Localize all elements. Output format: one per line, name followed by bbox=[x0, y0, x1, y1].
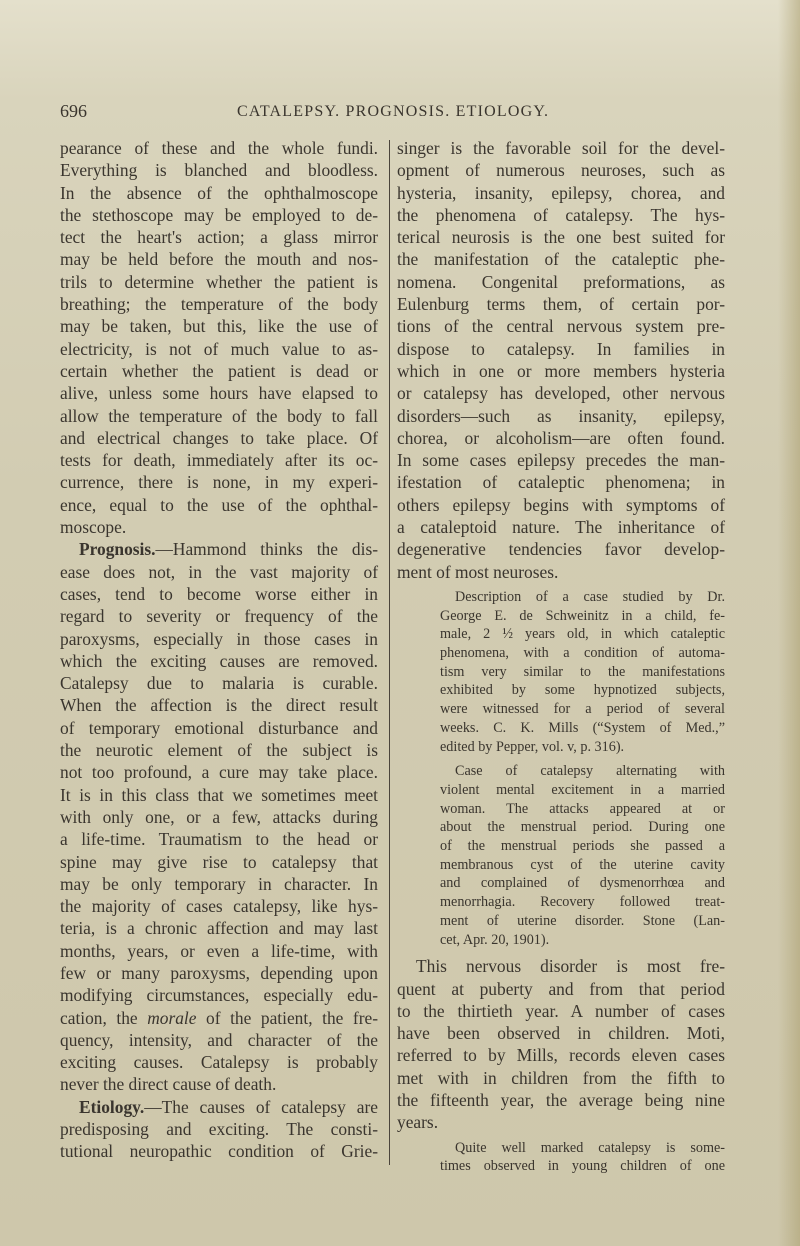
text-line: dispose to catalepsy. In families in bbox=[397, 338, 725, 359]
text-segment: cation, the bbox=[60, 1007, 148, 1028]
text-line: and electrical changes to take place. Of bbox=[60, 427, 378, 448]
text-line: spine may give rise to catalepsy that bbox=[60, 851, 378, 872]
text-line: electricity, is not of much value to as- bbox=[60, 338, 378, 359]
text-line: with only one, or a few, attacks during bbox=[60, 806, 378, 827]
text-line: others epilepsy begins with symptoms of bbox=[397, 494, 725, 515]
text-line: alive, unless some hours have elapsed to bbox=[60, 383, 378, 404]
text-line: moscope. bbox=[60, 517, 127, 538]
text-line: exciting causes. Catalepsy is probably bbox=[60, 1052, 378, 1073]
text-line: allow the temperature of the body to fall bbox=[60, 405, 378, 426]
text-line: ifestation of cataleptic phenomena; in bbox=[397, 472, 725, 493]
text-line: may be taken, but this, like the use of bbox=[60, 316, 378, 337]
text-line: exhibited by some hypnotized subjects, bbox=[440, 682, 725, 699]
text-line: the manifestation of the cataleptic phe- bbox=[397, 249, 725, 270]
text-segment: of the patient, the fre- bbox=[196, 1007, 379, 1028]
text-line: the neurotic element of the subject is bbox=[60, 740, 378, 761]
text-line: a life-time. Traumatism to the head or bbox=[60, 829, 378, 850]
text-line: paroxysms, especially in those cases in bbox=[60, 628, 378, 649]
body-paragraph bbox=[60, 137, 378, 538]
text-line: regard to severity or frequency of the bbox=[60, 606, 378, 627]
text-line bbox=[60, 1007, 378, 1029]
text-line: Case of catalepsy alternating with bbox=[455, 763, 725, 780]
column-divider bbox=[389, 140, 390, 1165]
text-line: quent at puberty and from that period bbox=[397, 978, 725, 999]
text-line: ment of uterine disorder. Stone (Lan- bbox=[440, 912, 725, 929]
text-line: may be held before the mouth and nos- bbox=[60, 249, 378, 270]
body-paragraph bbox=[397, 955, 725, 1133]
text-line: menorrhagia. Recovery followed treat- bbox=[440, 894, 725, 911]
text-line: tests for death, immediately after its oc- bbox=[60, 450, 378, 471]
text-line: tect the heart's action; a glass mirror bbox=[60, 227, 378, 248]
text-line: chorea, or alcoholism—are often found. bbox=[397, 427, 725, 448]
text-line: currence, there is none, in my experi- bbox=[60, 472, 378, 493]
text-line: cet, Apr. 20, 1901). bbox=[440, 931, 550, 948]
text-line: nomena. Congenital preformations, as bbox=[397, 271, 725, 292]
text-line: opment of numerous neuroses, such as bbox=[397, 160, 725, 181]
text-line: phenomena, with a condition of automa- bbox=[440, 645, 725, 662]
text-line: or catalepsy has developed, other nervous bbox=[397, 383, 725, 404]
text-segment: —Hammond thinks the dis- bbox=[155, 539, 378, 560]
text-line: the majority of cases catalepsy, like hys- bbox=[60, 896, 378, 917]
text-line: years. bbox=[397, 1112, 439, 1133]
text-line: degenerative tendencies favor develop- bbox=[397, 539, 725, 560]
text-line: breathing; the temperature of the body bbox=[60, 294, 378, 315]
text-line: and complained of dysmenorrhœa and bbox=[440, 875, 725, 892]
text-line: ease does not, in the vast majority of bbox=[60, 561, 378, 582]
text-line: may be only temporary in character. In bbox=[60, 873, 378, 894]
text-line: Description of a case studied by Dr. bbox=[455, 588, 725, 605]
text-line: met with in children from the fifth to bbox=[397, 1067, 725, 1088]
text-line: the phenomena of catalepsy. The hys- bbox=[397, 204, 725, 225]
page-number: 696 bbox=[60, 101, 87, 121]
text-line: violent mental excitement in a married bbox=[440, 781, 725, 798]
text-line: months, years, or even a life-time, with bbox=[60, 940, 378, 961]
left-column bbox=[60, 137, 378, 1163]
text-line: of temporary emotional disturbance and bbox=[60, 717, 378, 738]
text-line: which the exciting causes are removed. bbox=[60, 650, 378, 671]
text-line: the fifteenth year, the average being nine bbox=[397, 1090, 725, 1111]
text-line: Everything is blanched and bloodless. bbox=[60, 160, 378, 181]
text-line: disorders—such as insanity, epilepsy, bbox=[397, 405, 725, 426]
text-line: Catalepsy due to malaria is curable. bbox=[60, 673, 378, 694]
text-line: to the thirtieth year. A number of cases bbox=[397, 1000, 725, 1021]
text-line: tutional neuropathic condition of Grie- bbox=[60, 1141, 378, 1162]
text-line: membranous cyst of the uterine cavity bbox=[440, 856, 725, 873]
text-line: In the absence of the ophthalmoscope bbox=[60, 182, 378, 203]
text-line: woman. The attacks appeared at or bbox=[440, 800, 725, 817]
text-line: were witnessed for a period of several bbox=[440, 701, 725, 718]
text-line: George E. de Schweinitz in a child, fe- bbox=[440, 607, 725, 624]
footnote-paragraph bbox=[440, 588, 725, 756]
footnote-paragraph bbox=[440, 1139, 725, 1176]
text-line: terical neurosis is the one best suited for bbox=[397, 227, 725, 248]
text-line: pearance of these and the whole fundi. bbox=[60, 138, 378, 158]
section-heading: Prognosis. bbox=[79, 539, 156, 560]
body-paragraph bbox=[397, 137, 725, 583]
text-line: the stethoscope may be employed to de- bbox=[60, 204, 378, 225]
running-title: CATALEPSY. PROGNOSIS. ETIOLOGY. bbox=[237, 103, 550, 120]
text-line bbox=[60, 1096, 378, 1118]
text-line: This nervous disorder is most fre- bbox=[416, 956, 725, 977]
text-line: trils to determine whether the patient is bbox=[60, 271, 378, 292]
text-line: It is in this class that we sometimes meet bbox=[60, 784, 378, 805]
text-line: quency, intensity, and character of the bbox=[60, 1029, 378, 1050]
text-line: ment of most neuroses. bbox=[397, 561, 559, 582]
text-line: Quite well marked catalepsy is some- bbox=[455, 1139, 725, 1156]
section-heading: Etiology. bbox=[79, 1096, 145, 1117]
text-segment: —The causes of catalepsy are bbox=[144, 1096, 378, 1117]
text-line: few or many paroxysms, depending upon bbox=[60, 962, 378, 983]
body-paragraph bbox=[60, 1096, 378, 1163]
text-line: which in one or more members hysteria bbox=[397, 360, 725, 381]
text-line: In some cases epilepsy precedes the man- bbox=[397, 450, 725, 471]
text-line: about the menstrual period. During one bbox=[440, 819, 725, 836]
text-line bbox=[60, 538, 378, 560]
text-line: singer is the favorable soil for the devel- bbox=[397, 138, 725, 158]
text-line: a cataleptoid nature. The inheritance of bbox=[397, 517, 725, 538]
footnote-paragraph bbox=[440, 762, 725, 949]
text-line: weeks. C. K. Mills (“System of Med.,” bbox=[440, 719, 725, 736]
text-line: referred to by Mills, records eleven cases bbox=[397, 1045, 725, 1066]
text-line: When the affection is the direct result bbox=[60, 695, 378, 716]
text-line: teria, is a chronic affection and may last bbox=[60, 918, 378, 939]
text-line: tism very similar to the manifestations bbox=[440, 663, 725, 680]
text-line: hysteria, insanity, epilepsy, chorea, and bbox=[397, 182, 725, 203]
page-edge-shadow bbox=[778, 0, 800, 1246]
text-line: certain whether the patient is dead or bbox=[60, 360, 378, 381]
text-line: edited by Pepper, vol. v, p. 316). bbox=[440, 738, 625, 755]
text-line: times observed in young children of one bbox=[440, 1158, 725, 1175]
right-column bbox=[397, 137, 725, 1182]
body-paragraph bbox=[60, 538, 378, 1095]
text-line: of the menstrual periods she passed a bbox=[440, 838, 725, 855]
text-line: have been observed in children. Moti, bbox=[397, 1023, 725, 1044]
text-line: predisposing and exciting. The consti- bbox=[60, 1119, 378, 1140]
text-line: ence, equal to the use of the ophthal- bbox=[60, 494, 378, 515]
text-line: never the direct cause of death. bbox=[60, 1074, 277, 1095]
text-line: not too profound, a cure may take place. bbox=[60, 762, 378, 783]
text-line: cases, tend to become worse either in bbox=[60, 583, 378, 604]
text-line: Eulenburg terms them, of certain por- bbox=[397, 294, 725, 315]
text-line: tions of the central nervous system pre- bbox=[397, 316, 725, 337]
text-line: modifying circumstances, especially edu- bbox=[60, 985, 378, 1006]
italic-term: morale bbox=[147, 1007, 197, 1028]
text-line: male, 2 ½ years old, in which cataleptic bbox=[440, 626, 725, 643]
